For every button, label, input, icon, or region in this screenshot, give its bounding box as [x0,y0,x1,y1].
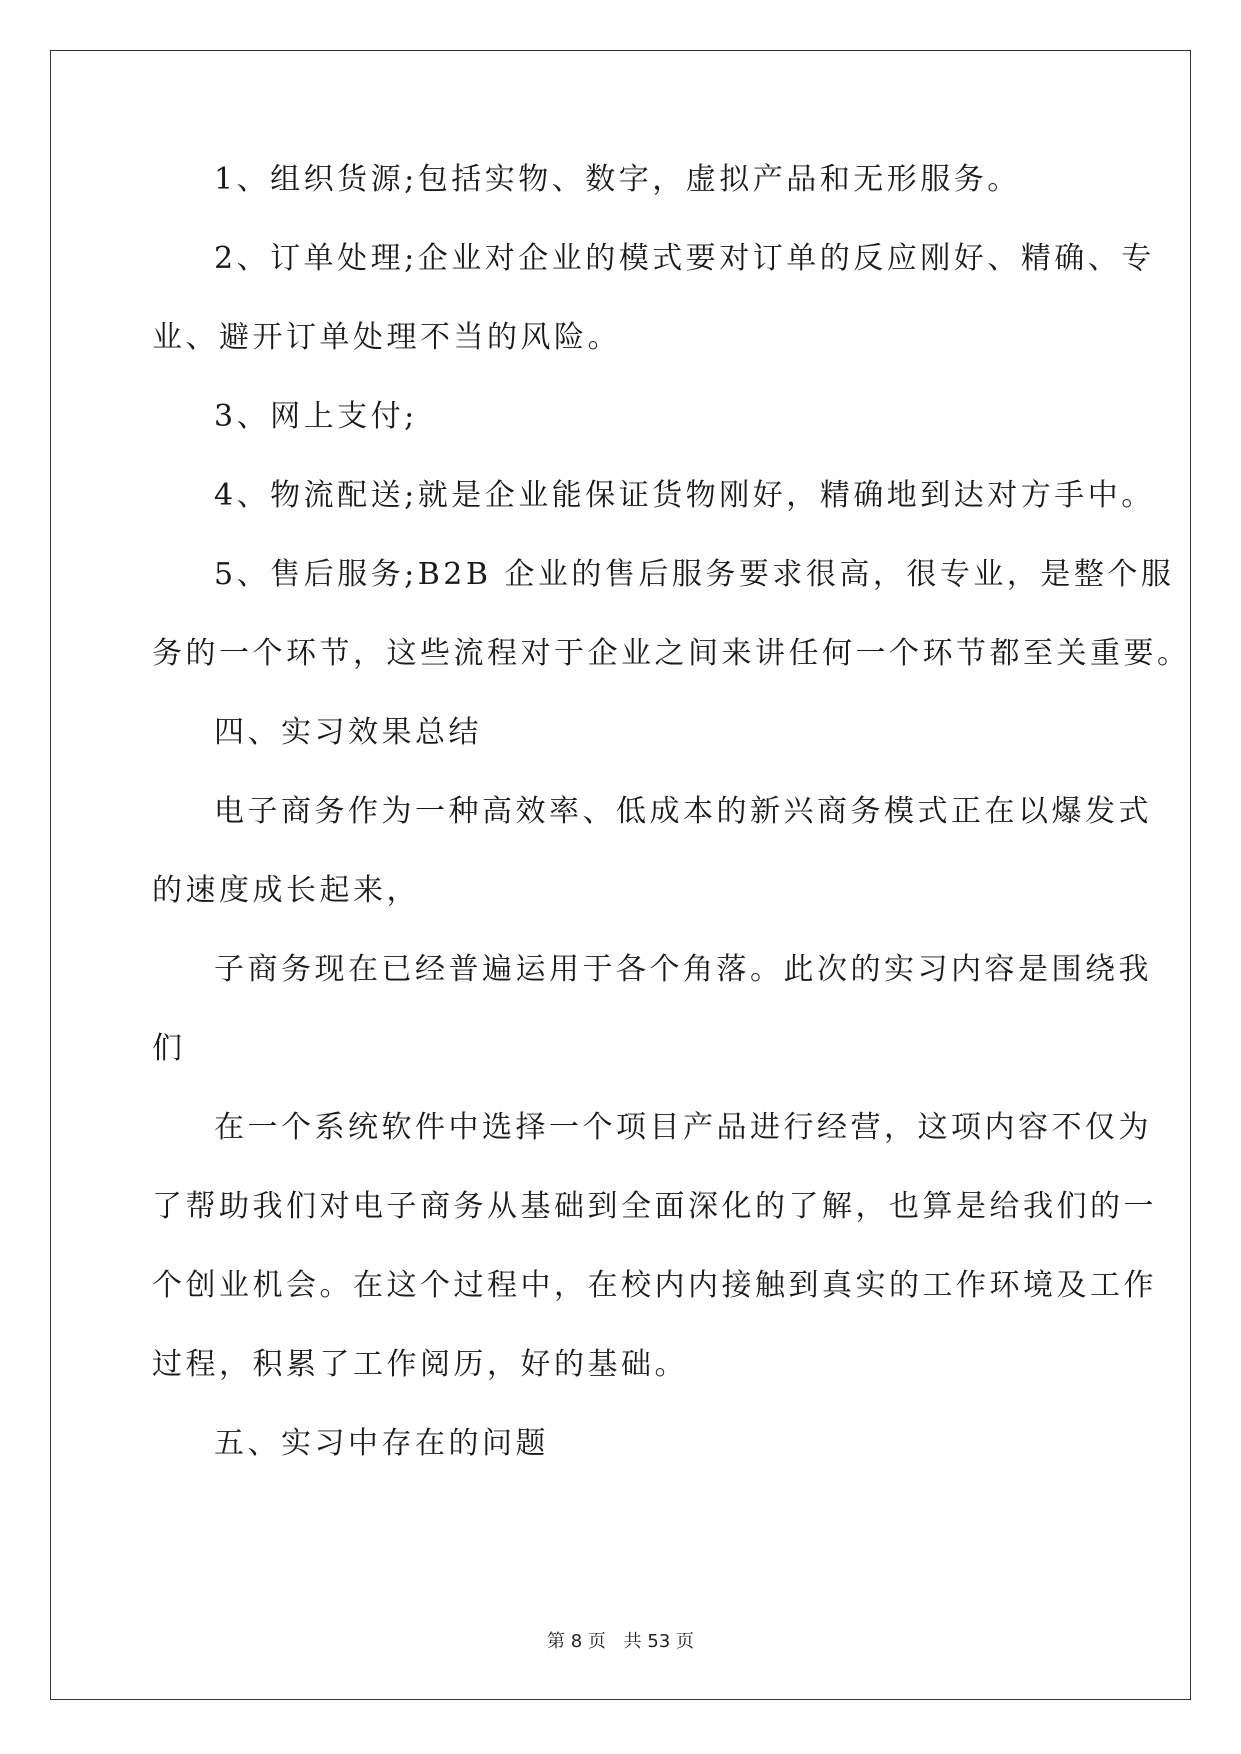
paragraph-line: 1、组织货源;包括实物、数字，虚拟产品和无形服务。 [214,162,1021,197]
section-heading: 四、实习效果总结 [214,715,482,750]
paragraph-line: 们 [152,1031,186,1066]
paragraph-line: 电子商务作为一种高效率、低成本的新兴商务模式正在以爆发式 [214,794,1152,829]
paragraph-line: 5、售后服务;B2B 企业的售后服务要求很高，很专业，是整个服 [214,557,1175,592]
paragraph-line: 过程，积累了工作阅历，好的基础。 [152,1347,688,1382]
paragraph-line: 在一个系统软件中选择一个项目产品进行经营，这项内容不仅为 [214,1110,1152,1145]
page-footer [0,1627,1241,1653]
paragraph-line: 了帮助我们对电子商务从基础到全面深化的了解，也算是给我们的一 [152,1189,1157,1224]
paragraph-line: 4、物流配送;就是企业能保证货物刚好，精确地到达对方手中。 [214,478,1155,513]
paragraph-line: 个创业机会。在这个过程中，在校内内接触到真实的工作环境及工作 [152,1268,1157,1303]
paragraph-line: 业、避开订单处理不当的风险。 [152,320,621,355]
paragraph-line: 务的一个环节，这些流程对于企业之间来讲任何一个环节都至关重要。 [152,636,1191,671]
paragraph-line: 子商务现在已经普遍运用于各个角落。此次的实习内容是围绕我 [214,952,1152,987]
page-number: 第 8 页 [547,1631,606,1652]
paragraph-line: 的速度成长起来， [152,873,420,908]
paragraph-line: 3、网上支付; [214,399,418,434]
paragraph-line: 2、订单处理;企业对企业的模式要对订单的反应刚好、精确、专 [214,241,1155,276]
page-total: 共 53 页 [623,1631,694,1652]
section-heading: 五、实习中存在的问题 [214,1426,549,1461]
